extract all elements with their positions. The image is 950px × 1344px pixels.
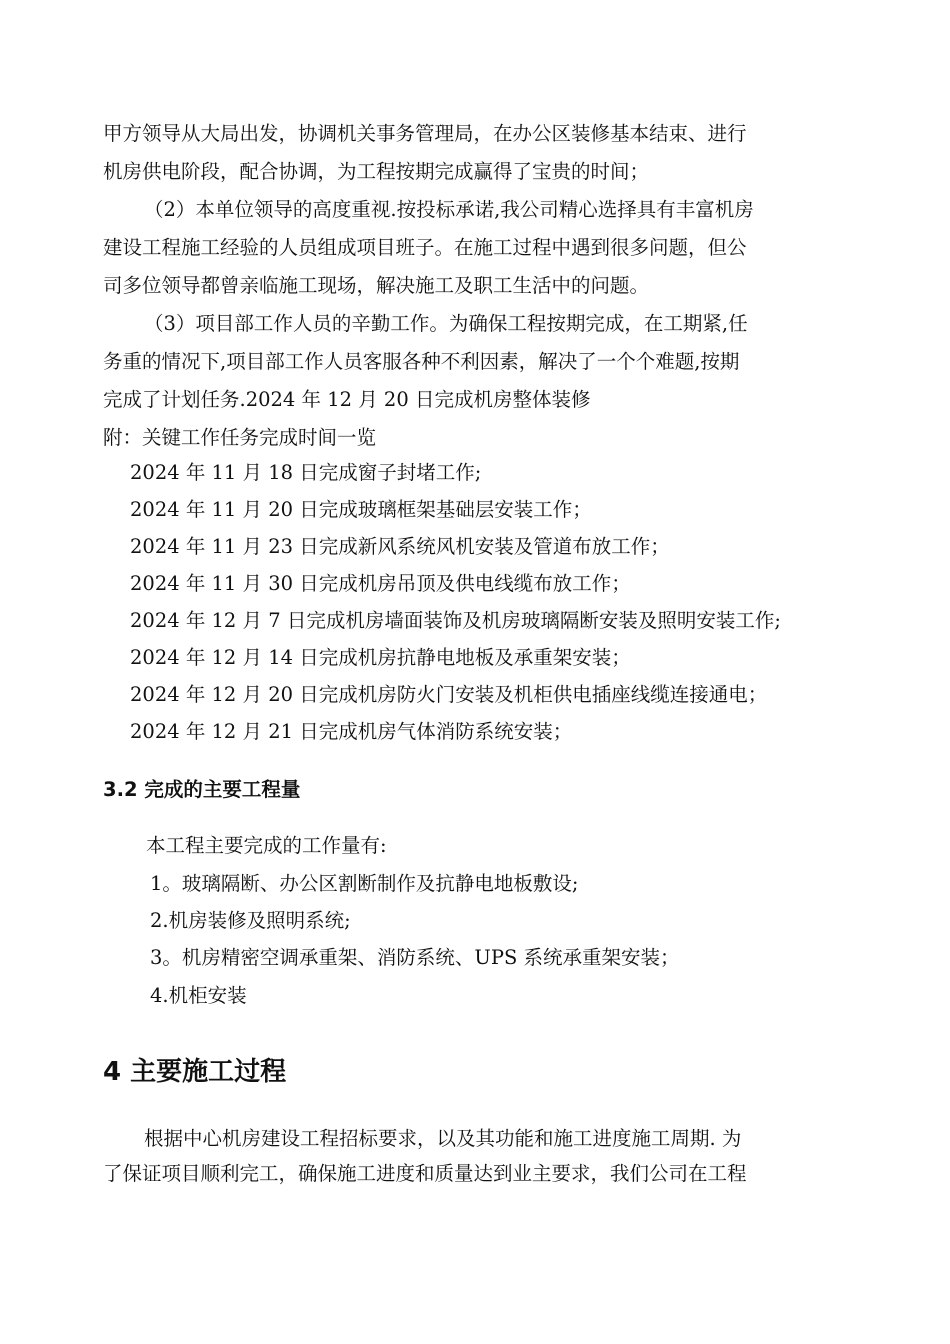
paragraph-line: 机房供电阶段，配合协调，为工程按期完成赢得了宝贵的时间； xyxy=(103,160,650,183)
paragraph-line: 务重的情况下,项目部工作人员客服各种不利因素，解决了一个个难题,按期 xyxy=(103,350,740,373)
milestone-item: 2024 年 11 月 18 日完成窗子封堵工作; xyxy=(130,461,482,484)
milestone-item: 2024 年 11 月 20 日完成玻璃框架基础层安装工作； xyxy=(130,498,592,521)
appendix-title: 附：关键工作任务完成时间一览 xyxy=(103,426,377,449)
milestone-item: 2024 年 12 月 7 日完成机房墙面装饰及机房玻璃隔断安装及照明安装工作; xyxy=(130,609,781,632)
milestone-item: 2024 年 11 月 30 日完成机房吊顶及供电线缆布放工作； xyxy=(130,572,631,595)
paragraph-line: 甲方领导从大局出发，协调机关事务管理局，在办公区装修基本结束、进行 xyxy=(103,122,747,145)
milestone-item: 2024 年 12 月 20 日完成机房防火门安装及机柜供电插座线缆连接通电； xyxy=(130,683,768,706)
work-item: 1。玻璃隔断、办公区割断制作及抗静电地板敷设; xyxy=(150,872,579,895)
milestone-item: 2024 年 12 月 14 日完成机房抗静电地板及承重架安装； xyxy=(130,646,631,669)
milestone-item: 2024 年 12 月 21 日完成机房气体消防系统安装； xyxy=(130,720,573,743)
paragraph-line: 完成了计划任务.2024 年 12 月 20 日完成机房整体装修 xyxy=(103,388,591,411)
work-item: 3。机房精密空调承重架、消防系统、UPS 系统承重架安装； xyxy=(150,946,680,969)
work-item: 4.机柜安装 xyxy=(150,984,247,1007)
section-intro: 本工程主要完成的工作量有: xyxy=(146,834,387,857)
paragraph-line: 司多位领导都曾亲临施工现场，解决施工及职工生活中的问题。 xyxy=(103,274,650,297)
paragraph-line: 了保证项目顺利完工，确保施工进度和质量达到业主要求，我们公司在工程 xyxy=(103,1162,747,1185)
section-heading-3-2: 3.2 完成的主要工程量 xyxy=(103,778,301,801)
section-heading-4: 4 主要施工过程 xyxy=(103,1057,287,1087)
paragraph-line: （3）项目部工作人员的辛勤工作。为确保工程按期完成，在工期紧,任 xyxy=(144,312,748,335)
paragraph-line: （2）本单位领导的高度重视.按投标承诺,我公司精心选择具有丰富机房 xyxy=(144,198,754,221)
paragraph-line: 建设工程施工经验的人员组成项目班子。在施工过程中遇到很多问题，但公 xyxy=(103,236,747,259)
milestone-item: 2024 年 11 月 23 日完成新风系统风机安装及管道布放工作； xyxy=(130,535,670,558)
work-item: 2.机房装修及照明系统; xyxy=(150,909,351,932)
paragraph-line: 根据中心机房建设工程招标要求，以及其功能和施工进度施工周期. 为 xyxy=(144,1127,742,1150)
